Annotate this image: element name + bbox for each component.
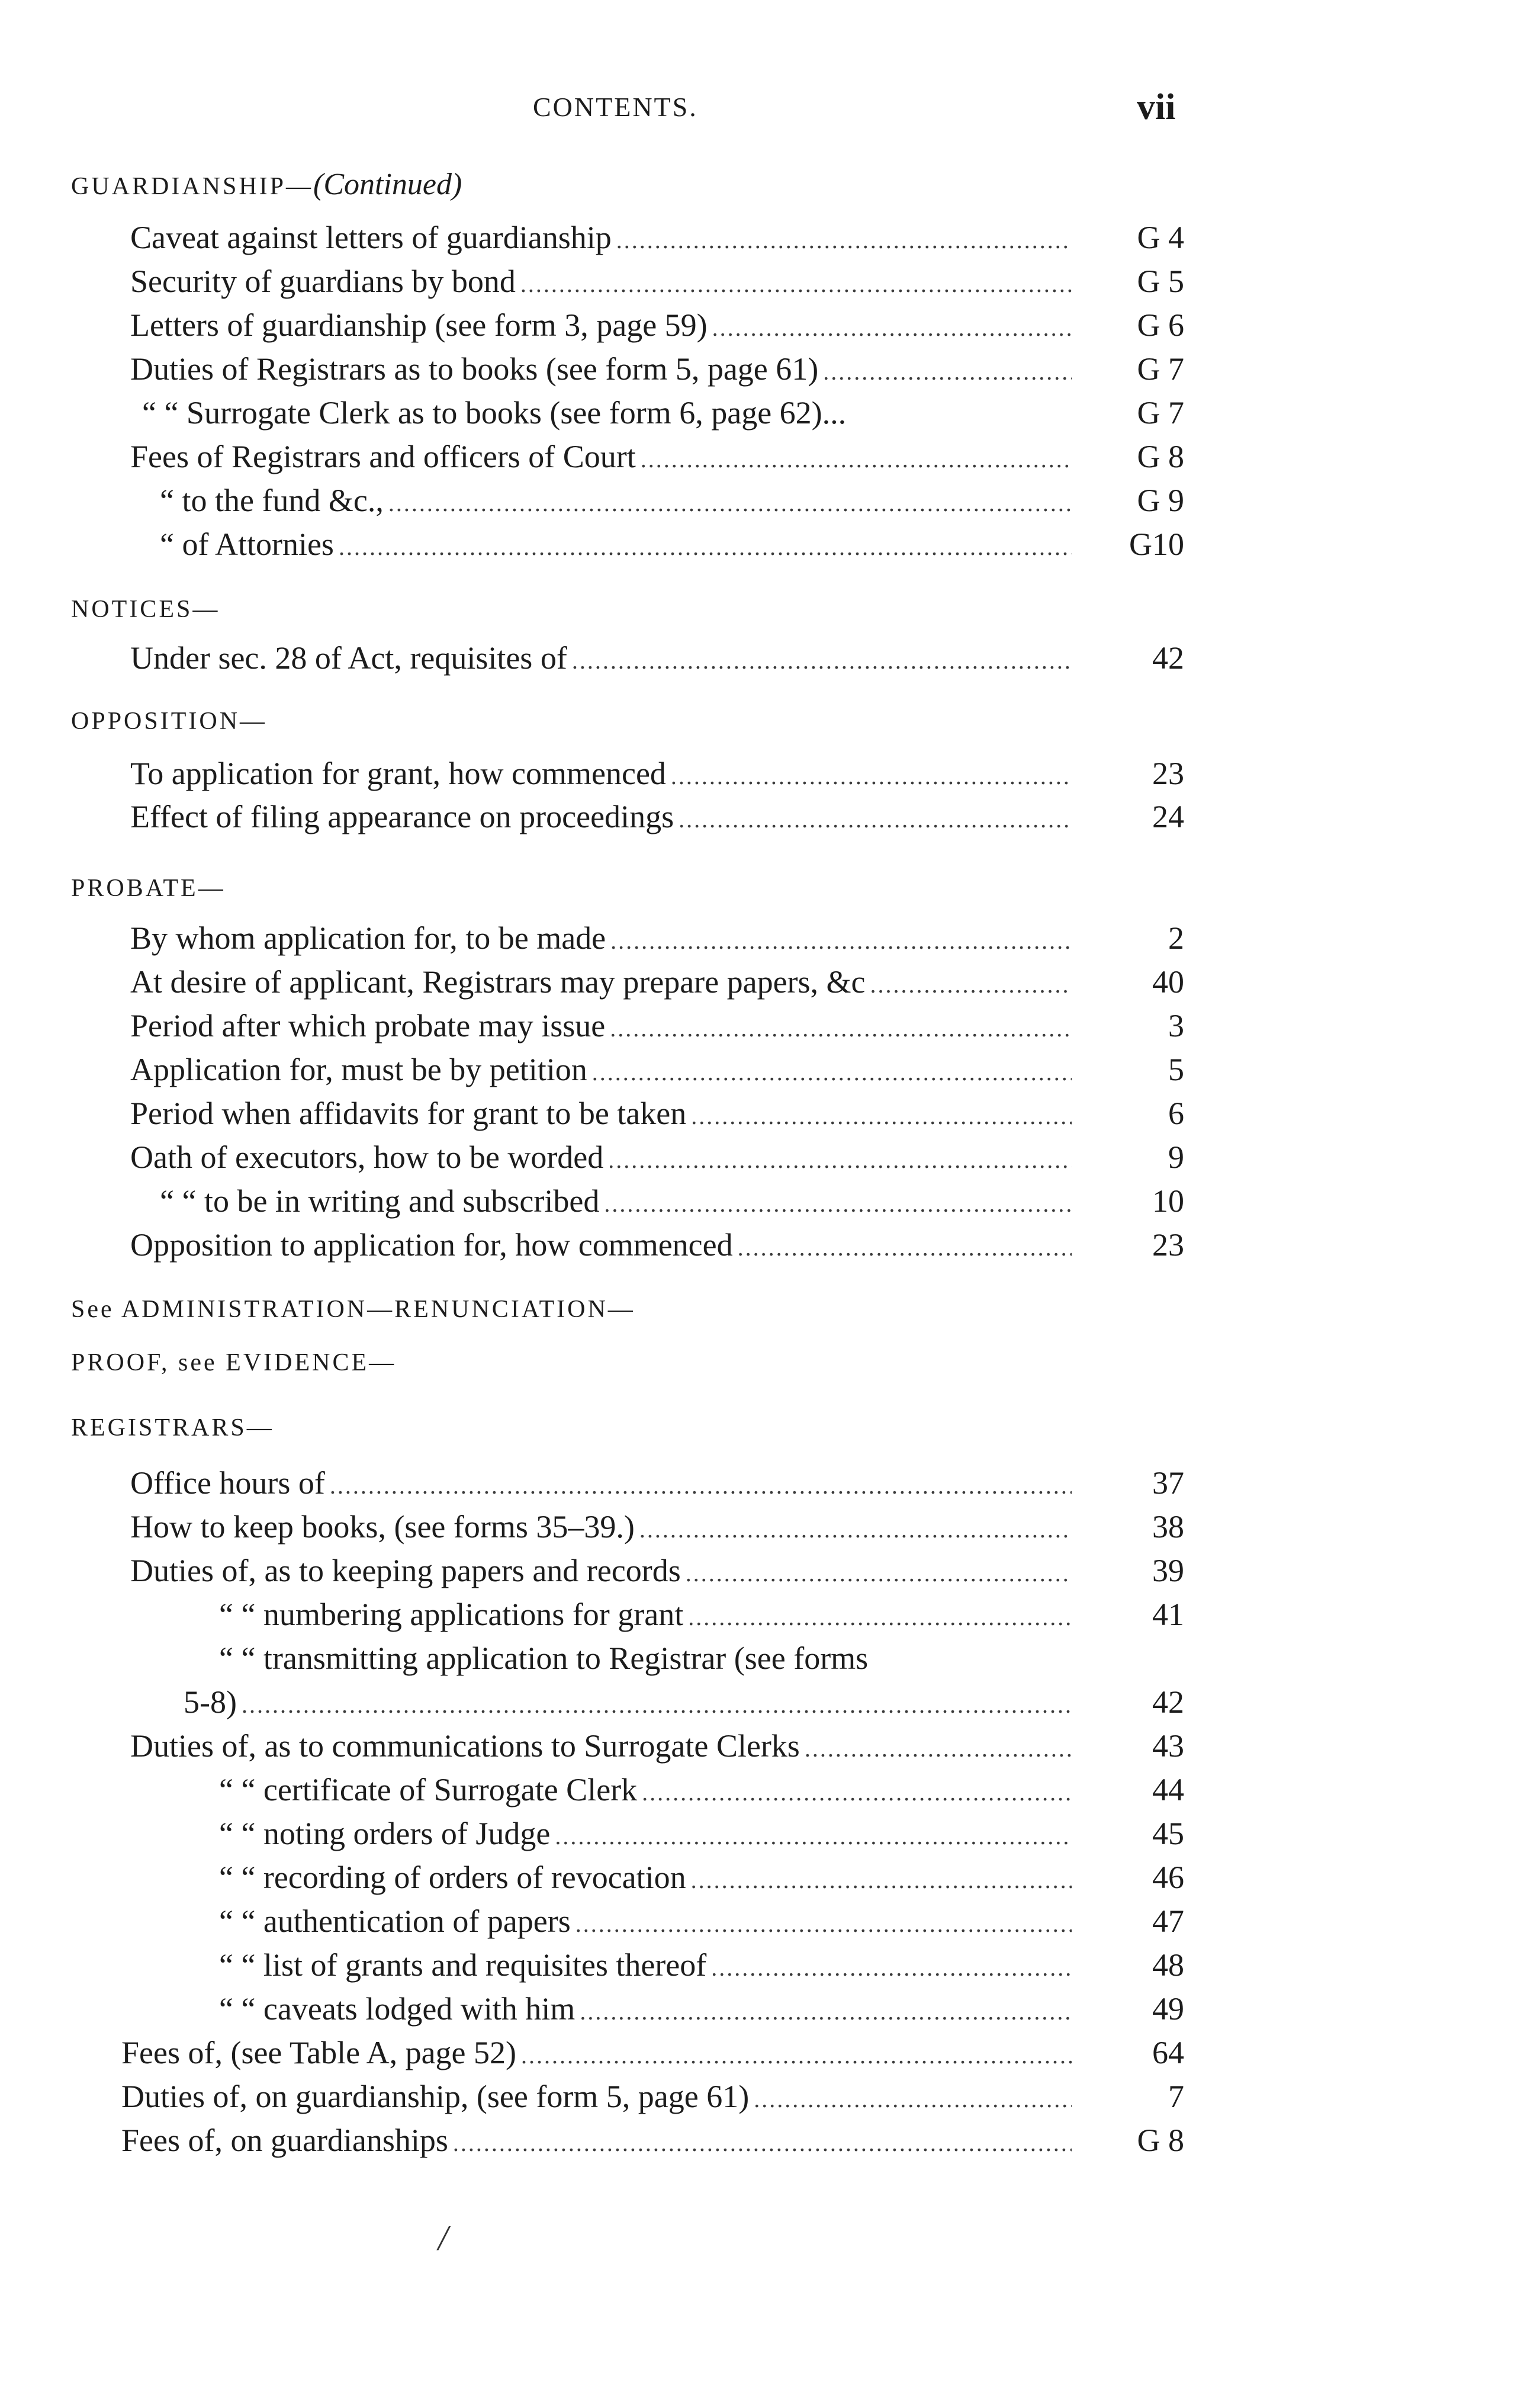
toc-entry	[219, 1640, 1078, 1681]
leader-dots	[754, 2085, 1072, 2113]
toc-entry-text: Fees of, (see Table A, page 52)	[121, 2035, 517, 2070]
toc-entry-page: 39	[1152, 1553, 1184, 1588]
toc-entry	[121, 2078, 1078, 2120]
toc-entry-page: G 7	[1137, 351, 1184, 387]
toc-entry	[130, 1227, 1078, 1268]
toc-entry-page: 40	[1152, 964, 1184, 1000]
section-heading-proof: PROOF, see EVIDENCE—	[71, 1349, 397, 1376]
toc-entry	[219, 1990, 1078, 2032]
toc-entry-page: 43	[1152, 1728, 1184, 1764]
toc-entry-text: “ “ certificate of Surrogate Clerk	[219, 1772, 638, 1807]
toc-entry-page: 5	[1168, 1052, 1184, 1087]
leader-dots	[688, 1603, 1072, 1631]
toc-entry-text: Oath of executors, how to be worded	[130, 1139, 604, 1175]
header-title: CONTENTS.	[533, 92, 698, 122]
toc-entry	[130, 307, 1078, 348]
leader-dots	[691, 1102, 1072, 1130]
toc-entry	[130, 755, 1078, 797]
section-heading-see-administration: See ADMINISTRATION—RENUNCIATION—	[71, 1296, 635, 1323]
toc-entry-page: 24	[1152, 799, 1184, 834]
toc-entry-text: “ “ to be in writing and subscribed	[160, 1183, 600, 1219]
toc-entry	[142, 394, 1078, 436]
leader-dots	[521, 2041, 1072, 2069]
toc-entry	[130, 920, 1078, 961]
toc-entry	[130, 1552, 1078, 1594]
leader-dots	[604, 1190, 1072, 1218]
toc-entry	[219, 1947, 1078, 1988]
toc-entry-text: Application for, must be by petition	[130, 1052, 587, 1087]
toc-entry-text: “ “ caveats lodged with him	[219, 1991, 576, 2027]
leader-dots	[572, 647, 1072, 675]
section-heading-guardianship	[71, 167, 462, 202]
toc-entry-text: Office hours of	[130, 1465, 325, 1501]
leader-dots	[805, 1735, 1072, 1762]
leader-dots	[330, 1472, 1072, 1500]
toc-entry	[219, 1859, 1078, 1900]
toc-entry-page: G 8	[1137, 2123, 1184, 2158]
toc-entry-page: 37	[1152, 1465, 1184, 1501]
toc-entry-page: 7	[1168, 2079, 1184, 2114]
toc-entry-page: 41	[1152, 1597, 1184, 1632]
leader-dots	[610, 1014, 1072, 1042]
toc-entry-page: 45	[1152, 1816, 1184, 1851]
leader-dots	[555, 1822, 1072, 1850]
toc-entry-text: “ “ Surrogate Clerk as to books (see form 6, page 62)...	[142, 395, 847, 431]
toc-entry-text: To application for grant, how commenced	[130, 756, 666, 791]
toc-entry	[160, 482, 1078, 524]
toc-entry-page: 47	[1152, 1903, 1184, 1939]
toc-entry	[130, 1051, 1078, 1093]
toc-entry	[130, 1728, 1078, 1769]
leader-dots	[639, 1516, 1072, 1543]
toc-entry-text: Duties of Registrars as to books (see form 5, page 61)	[130, 351, 819, 387]
toc-entry-page: G 4	[1137, 220, 1184, 255]
section-heading-opposition: OPPOSITION—	[71, 708, 268, 735]
section-heading-registrars: REGISTRARS—	[71, 1414, 274, 1441]
section-heading-probate: PROBATE—	[71, 875, 226, 902]
leader-dots	[576, 1910, 1072, 1938]
toc-entry-page: 42	[1152, 640, 1184, 676]
toc-entry-page: G 6	[1137, 307, 1184, 343]
toc-entry-text: Period when affidavits for grant to be taken	[130, 1096, 687, 1131]
toc-entry-text: At desire of applicant, Registrars may prepare papers, &c	[130, 964, 866, 1000]
toc-entry-text: “ “ list of grants and requisites thereof	[219, 1947, 707, 1983]
toc-entry-page: G 9	[1137, 483, 1184, 518]
toc-entry	[130, 798, 1078, 840]
toc-entry	[219, 1815, 1078, 1857]
leader-dots	[686, 1559, 1072, 1587]
leader-dots	[711, 1954, 1072, 1982]
toc-entry	[130, 1508, 1078, 1550]
leader-dots	[610, 927, 1072, 955]
toc-entry-page: G10	[1129, 526, 1184, 562]
toc-entry-text: Duties of, on guardianship, (see form 5, page 61)	[121, 2079, 750, 2114]
toc-entry	[219, 1771, 1078, 1813]
toc-entry	[160, 1183, 1078, 1224]
toc-entry-text: “ “ noting orders of Judge	[219, 1816, 551, 1851]
toc-entry	[219, 1596, 1078, 1638]
toc-entry-text: Under sec. 28 of Act, requisites of	[130, 640, 567, 676]
toc-entry	[130, 640, 1078, 681]
toc-entry-text: Opposition to application for, how commenced	[130, 1227, 733, 1263]
toc-entry	[160, 526, 1078, 567]
leader-dots	[520, 270, 1072, 298]
toc-entry-page: 6	[1168, 1096, 1184, 1131]
toc-entry-text: Security of guardians by bond	[130, 264, 516, 299]
toc-entry-page: G 8	[1137, 439, 1184, 474]
toc-entry-page: 64	[1152, 2035, 1184, 2070]
leader-dots	[671, 762, 1072, 790]
toc-entry	[130, 351, 1078, 392]
leader-dots	[870, 971, 1072, 998]
toc-entry	[184, 1684, 1078, 1725]
toc-entry	[130, 1465, 1078, 1506]
toc-entry-page: 46	[1152, 1860, 1184, 1895]
section-heading-text: GUARDIANSHIP—	[71, 173, 314, 200]
leader-dots	[608, 1146, 1072, 1174]
toc-entry-text: Period after which probate may issue	[130, 1008, 606, 1044]
section-heading-notices: NOTICES—	[71, 596, 220, 623]
toc-entry-text: 5-8)	[184, 1684, 237, 1720]
toc-entry	[121, 2122, 1078, 2163]
toc-entry-page: G 5	[1137, 264, 1184, 299]
toc-entry-text: “ “ recording of orders of revocation	[219, 1860, 686, 1895]
toc-entry	[130, 263, 1078, 304]
stray-mark: /	[438, 2218, 448, 2258]
toc-entry-text: “ “ numbering applications for grant	[219, 1597, 684, 1632]
toc-entry-page: 10	[1152, 1183, 1184, 1219]
toc-entry-text: Fees of Registrars and officers of Court	[130, 439, 636, 474]
leader-dots	[823, 358, 1072, 386]
running-header	[0, 89, 1540, 136]
toc-entry-text: “ “ authentication of papers	[219, 1903, 571, 1939]
toc-entry	[130, 219, 1078, 261]
leader-dots	[691, 1866, 1072, 1894]
toc-entry-page: 23	[1152, 1227, 1184, 1263]
leader-dots	[642, 1778, 1072, 1806]
toc-entry-text: Effect of filing appearance on proceedings	[130, 799, 674, 834]
toc-entry-page: G 7	[1137, 395, 1184, 431]
toc-entry-page: 23	[1152, 756, 1184, 791]
toc-entry-text: Duties of, as to keeping papers and records	[130, 1553, 681, 1588]
toc-entry-text: “ to the fund &c.,	[160, 483, 384, 518]
leader-dots	[592, 1058, 1072, 1086]
toc-entry	[130, 1139, 1078, 1180]
toc-entry	[130, 438, 1078, 480]
toc-entry-text: By whom application for, to be made	[130, 920, 606, 956]
toc-entry-text: Fees of, on guardianships	[121, 2123, 448, 2158]
leader-dots	[388, 489, 1072, 517]
toc-entry-text: How to keep books, (see forms 35–39.)	[130, 1509, 635, 1545]
toc-entry-text: Caveat against letters of guardianship	[130, 220, 612, 255]
toc-entry-text: “ of Attornies	[160, 526, 334, 562]
leader-dots	[712, 314, 1072, 342]
toc-entry-page: 48	[1152, 1947, 1184, 1983]
toc-entry	[219, 1903, 1078, 1944]
header-page-number: vii	[1137, 87, 1176, 127]
toc-entry-page: 38	[1152, 1509, 1184, 1545]
toc-entry	[121, 2034, 1078, 2076]
toc-entry-page: 44	[1152, 1772, 1184, 1807]
section-heading-continued: (Continued)	[313, 168, 462, 201]
leader-dots	[453, 2129, 1072, 2157]
toc-entry-page: 9	[1168, 1139, 1184, 1175]
toc-entry-page: 42	[1152, 1684, 1184, 1720]
leader-dots	[641, 445, 1072, 473]
leader-dots	[616, 226, 1072, 254]
toc-entry	[130, 1095, 1078, 1136]
leader-dots	[580, 1998, 1072, 2025]
leader-dots	[679, 805, 1072, 833]
leader-dots	[242, 1691, 1072, 1719]
leader-dots	[339, 533, 1072, 561]
toc-entry-page: 49	[1152, 1991, 1184, 2027]
toc-entry-text: Letters of guardianship (see form 3, page 59)	[130, 307, 708, 343]
toc-entry	[130, 964, 1078, 1005]
toc-entry	[130, 1007, 1078, 1049]
toc-entry-text: Duties of, as to communications to Surrogate Clerks	[130, 1728, 800, 1764]
toc-entry-text: “ “ transmitting application to Registrar (see forms	[219, 1640, 869, 1676]
leader-dots	[738, 1234, 1072, 1261]
toc-entry-page: 3	[1168, 1008, 1184, 1044]
toc-entry-page: 2	[1168, 920, 1184, 956]
